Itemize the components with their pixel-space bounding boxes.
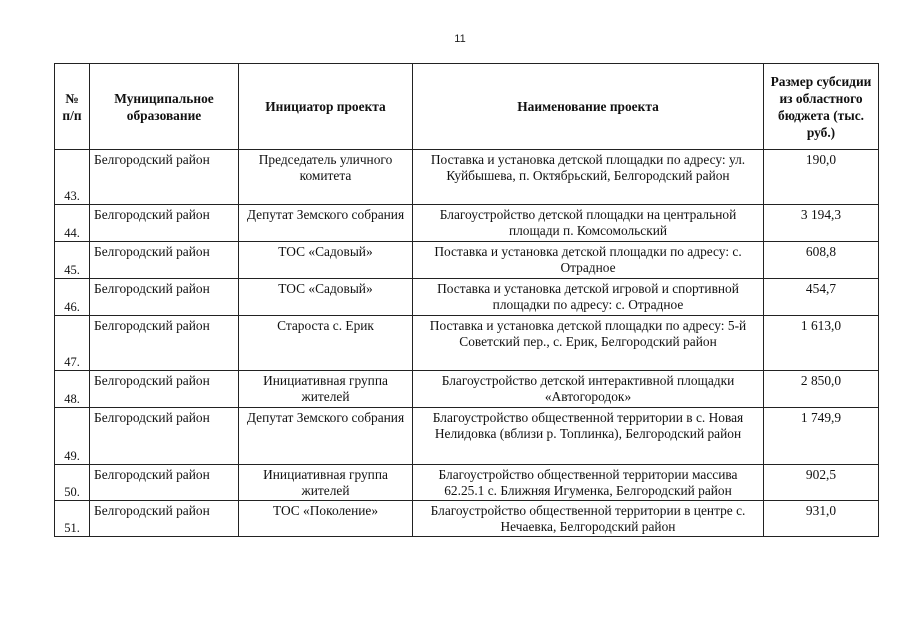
row-initiator: Депутат Земского собрания [239, 408, 413, 465]
row-municipality: Белгородский район [90, 465, 239, 501]
table-row [55, 501, 879, 537]
table-row [55, 242, 879, 279]
row-subsidy-amount: 454,7 [764, 279, 879, 316]
row-initiator: Инициативная группа жителей [239, 371, 413, 408]
table-row [55, 316, 879, 371]
row-initiator: ТОС «Поколение» [239, 501, 413, 537]
table-row [55, 371, 879, 408]
row-subsidy-amount: 1 749,9 [764, 408, 879, 465]
header-number: № п/п [55, 64, 90, 150]
row-project-name: Благоустройство детской интерактивной площадки «Автогородок» [413, 371, 764, 408]
row-initiator: Председатель уличного комитета [239, 150, 413, 205]
row-project-name: Благоустройство общественной территории в центре с. Нечаевка, Белгородский район [413, 501, 764, 537]
row-project-name: Благоустройство общественной территории в с. Новая Нелидовка (вблизи р. Топлинка), Белгородский район [413, 408, 764, 465]
subsidy-table [54, 63, 879, 537]
row-project-name: Благоустройство общественной территории массива 62.25.1 с. Ближняя Игуменка, Белгородский район [413, 465, 764, 501]
row-subsidy-amount: 902,5 [764, 465, 879, 501]
row-number: 50. [55, 465, 90, 501]
row-municipality: Белгородский район [90, 371, 239, 408]
row-initiator: Инициативная группа жителей [239, 465, 413, 501]
row-initiator: ТОС «Садовый» [239, 279, 413, 316]
row-municipality: Белгородский район [90, 242, 239, 279]
row-project-name: Поставка и установка детской игровой и спортивной площадки по адресу: с. Отрадное [413, 279, 764, 316]
row-number: 44. [55, 205, 90, 242]
header-initiator: Инициатор проекта [239, 64, 413, 150]
row-initiator: Депутат Земского собрания [239, 205, 413, 242]
table-row [55, 150, 879, 205]
row-subsidy-amount: 190,0 [764, 150, 879, 205]
row-municipality: Белгородский район [90, 408, 239, 465]
row-subsidy-amount: 3 194,3 [764, 205, 879, 242]
table-row [55, 465, 879, 501]
row-subsidy-amount: 608,8 [764, 242, 879, 279]
table-row [55, 279, 879, 316]
row-initiator: ТОС «Садовый» [239, 242, 413, 279]
row-initiator: Староста с. Ерик [239, 316, 413, 371]
table-row [55, 205, 879, 242]
row-number: 46. [55, 279, 90, 316]
row-number: 47. [55, 316, 90, 371]
row-number: 43. [55, 150, 90, 205]
row-municipality: Белгородский район [90, 501, 239, 537]
row-subsidy-amount: 931,0 [764, 501, 879, 537]
header-project-name: Наименование проекта [413, 64, 764, 150]
page-number: 11 [454, 33, 466, 45]
row-project-name: Поставка и установка детской площадки по адресу: 5-й Советский пер., с. Ерик, Белгородский район [413, 316, 764, 371]
row-municipality: Белгородский район [90, 205, 239, 242]
row-number: 45. [55, 242, 90, 279]
row-number: 48. [55, 371, 90, 408]
row-project-name: Поставка и установка детской площадки по адресу: ул. Куйбышева, п. Октябрьский, Белгородский район [413, 150, 764, 205]
row-subsidy-amount: 2 850,0 [764, 371, 879, 408]
row-municipality: Белгородский район [90, 150, 239, 205]
header-subsidy-amount: Размер субсидии из областного бюджета (тыс. руб.) [764, 64, 879, 150]
row-project-name: Поставка и установка детской площадки по адресу: с. Отрадное [413, 242, 764, 279]
row-municipality: Белгородский район [90, 279, 239, 316]
table-header-row [55, 64, 879, 150]
header-municipality: Муниципальное образование [90, 64, 239, 150]
row-subsidy-amount: 1 613,0 [764, 316, 879, 371]
row-number: 49. [55, 408, 90, 465]
row-number: 51. [55, 501, 90, 537]
table-row [55, 408, 879, 465]
row-project-name: Благоустройство детской площадки на центральной площади п. Комсомольский [413, 205, 764, 242]
row-municipality: Белгородский район [90, 316, 239, 371]
